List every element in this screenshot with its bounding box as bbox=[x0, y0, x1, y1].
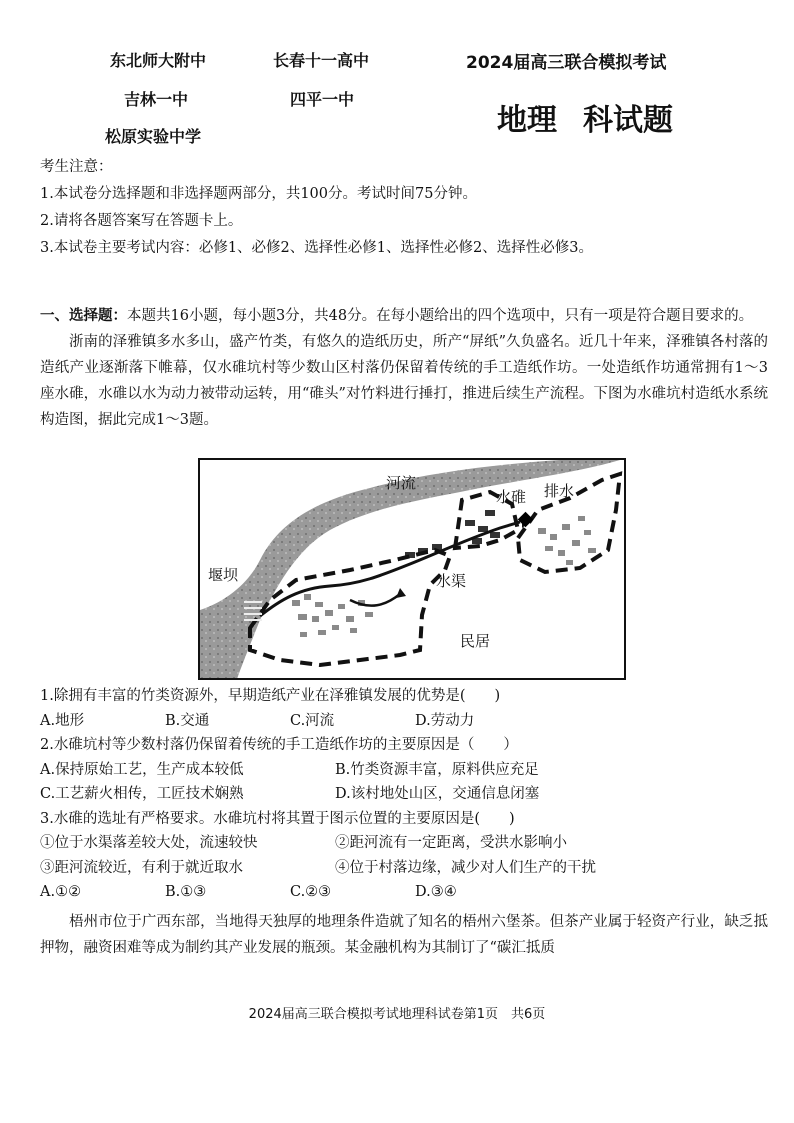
label-dam: 堰坝 bbox=[208, 566, 239, 584]
option: C.河流 bbox=[290, 712, 335, 729]
channel-arrowhead-1 bbox=[396, 588, 406, 598]
section-heading bbox=[40, 303, 768, 329]
section-choice bbox=[40, 303, 768, 433]
notes-item: 3.本试卷主要考试内容：必修1、必修2、选择性必修1、选择性必修2、选择性必修3。 bbox=[40, 240, 593, 256]
subject-title bbox=[497, 95, 673, 139]
exam-notes bbox=[40, 154, 760, 262]
option: A.地形 bbox=[40, 712, 85, 729]
statement: ②距河流有一定距离，受洪水影响小 bbox=[335, 835, 567, 851]
waterwheel-marker bbox=[518, 512, 534, 528]
statement: ①位于水渠落差较大处，流速较快 bbox=[40, 835, 258, 851]
question-stem: 3.水碓的选址有严格要求。水碓坑村将其置于图示位置的主要原因是( ) bbox=[40, 810, 515, 827]
label-waterwheel: 水碓 bbox=[496, 488, 527, 506]
label-drain: 排水 bbox=[544, 482, 575, 500]
option: D.劳动力 bbox=[415, 712, 475, 729]
notes-item: 1.本试卷分选择题和非选择题两部分，共100分。考试时间75分钟。 bbox=[40, 186, 477, 202]
section-label: 一、选择题： bbox=[40, 308, 127, 324]
question-statements bbox=[40, 856, 768, 881]
school-name: 四平一中 bbox=[290, 90, 355, 109]
water-system-map bbox=[198, 458, 626, 680]
subject-suffix: 科试题 bbox=[583, 103, 673, 138]
passage-text-next: 梧州市位于广西东部，当地得天独厚的地理条件造就了知名的梧州六堡茶。但茶产业属于轻资产行业，缺乏抵押物，融资困难等成为制约其产业发展的瓶颈。某金融机构为其制订了“碳汇抵质 bbox=[40, 914, 768, 956]
village-houses-left bbox=[292, 594, 373, 637]
statement: ③距河流较近，有利于就近取水 bbox=[40, 859, 243, 876]
school-name: 东北师大附中 bbox=[110, 51, 207, 70]
notes-item: 2.请将各题答案写在答题卡上。 bbox=[40, 213, 243, 229]
exam-title: 2024届高三联合模拟考试 bbox=[466, 53, 667, 73]
question-stem: 2.水碓坑村等少数村落仍保留着传统的手工造纸作坊的主要原因是（ ） bbox=[40, 737, 518, 753]
section-instruction: 本题共16小题，每小题3分，共48分。在每小题给出的四个选项中，只有一项是符合题目要求的。 bbox=[127, 308, 754, 324]
school-name: 吉林一中 bbox=[124, 90, 189, 109]
statement: ④位于村落边缘，减少对人们生产的干扰 bbox=[335, 859, 596, 876]
label-river: 河流 bbox=[386, 474, 417, 492]
question-options bbox=[40, 709, 768, 734]
label-residence: 民居 bbox=[460, 632, 491, 650]
question-options bbox=[40, 880, 768, 905]
notes-heading: 考生注意： bbox=[40, 159, 113, 175]
label-channel: 水渠 bbox=[436, 572, 467, 590]
option: D.③④ bbox=[415, 884, 457, 900]
question-options bbox=[40, 758, 768, 783]
question-options bbox=[40, 782, 768, 807]
option: C.②③ bbox=[290, 884, 332, 900]
question-statements bbox=[40, 831, 768, 856]
option: B.①③ bbox=[165, 884, 207, 900]
option: A.保持原始工艺，生产成本较低 bbox=[40, 761, 244, 778]
option: A.①② bbox=[40, 884, 82, 900]
subject-name: 地理 bbox=[497, 103, 557, 138]
village-houses-right bbox=[538, 516, 596, 565]
question-list bbox=[40, 684, 768, 905]
option: B.交通 bbox=[165, 712, 210, 729]
school-name: 松原实验中学 bbox=[105, 127, 202, 146]
question-stem: 1.除拥有丰富的竹类资源外，早期造纸产业在泽雅镇发展的优势是( ) bbox=[40, 688, 501, 704]
page-footer: 2024届高三联合模拟考试地理科试卷第1页 共6页 bbox=[248, 1007, 546, 1022]
school-name: 长春十一高中 bbox=[273, 51, 370, 70]
option: C.工艺薪火相传，工匠技术娴熟 bbox=[40, 786, 244, 802]
option: B.竹类资源丰富，原料供应充足 bbox=[335, 761, 539, 778]
passage-text: 浙南的泽雅镇多水多山，盛产竹类，有悠久的造纸历史，所产“屏纸”久负盛名。近几十年来，泽雅镇各村落的造纸产业逐渐落下帷幕，仅水碓坑村等少数山区村落仍保留着传统的手工造纸作坊。一处造纸作坊通常拥有1～3座水碓，水碓以水为动力被带动运转，用“碓头”对竹料进行捶打，推进后续生产流程。下图为水碓坑村造纸水系统构造图，据此完成1～3题。 bbox=[40, 334, 768, 428]
channel-arrow-1 bbox=[350, 594, 400, 606]
option: D.该村地处山区，交通信息闭塞 bbox=[335, 786, 540, 802]
